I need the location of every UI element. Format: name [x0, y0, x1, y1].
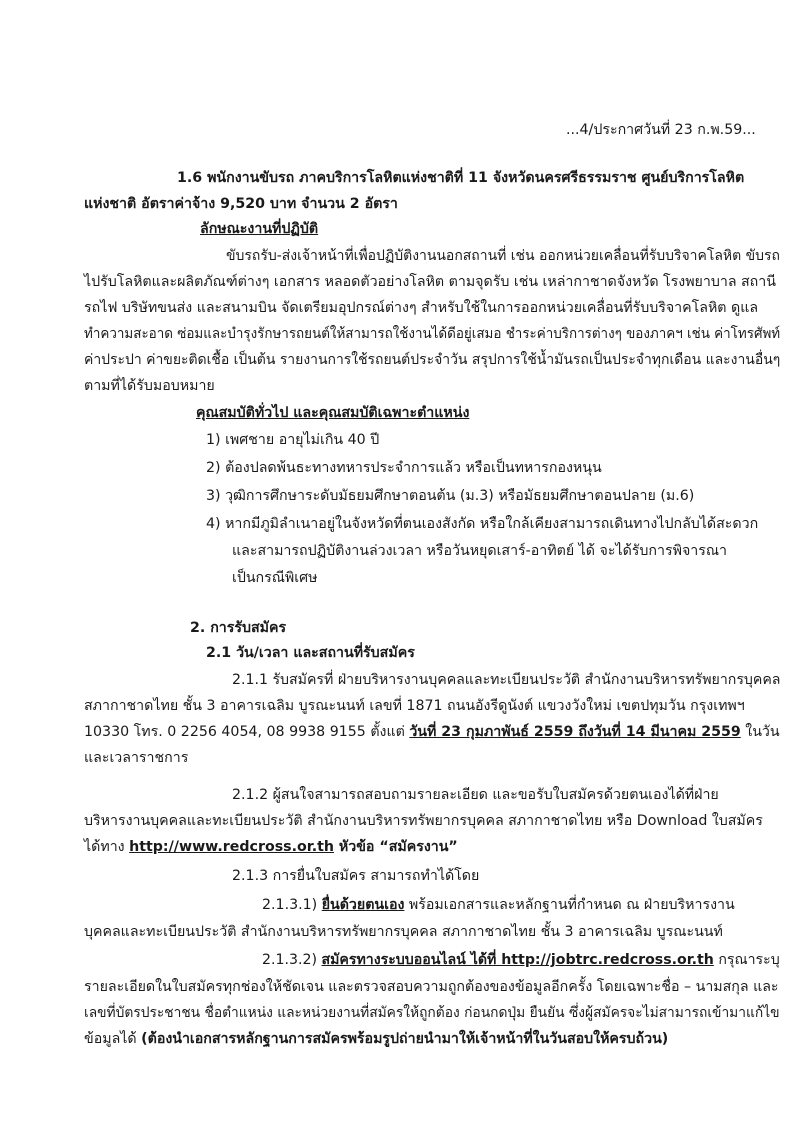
paragraph-2-1-1: สภากาชาดไทย ชั้น 3 อาคารเฉลิม บูรณะนนท์ เลขที่ 1871 ถนนอังรีดูนังต์ แขวงวังใหม่ เขตปทุมวัน กรุงเทพฯ: [84, 698, 745, 714]
paragraph-2-1-3-title: 2.1.3 การยื่นใบสมัคร สามารถทำได้โดย: [232, 868, 480, 884]
paragraph-2-1-3-1: [262, 895, 735, 915]
duties-line: ตามที่ได้รับมอบหมาย: [84, 378, 215, 394]
qualification-item: 4) หากมีภูมิลำเนาอยู่ในจังหวัดที่ตนเองสังกัด หรือใกล้เคียงสามารถเดินทางไปกลับได้สะดวก: [206, 516, 759, 532]
text-fragment: 2.1.3.1): [262, 897, 322, 913]
duties-line: ขับรถรับ-ส่งเจ้าหน้าที่เพื่อปฏิบัติงานนอกสถานที่ เช่น ออกหน่วยเคลื่อนที่รับบริจาคโลหิต ขับรถ: [226, 248, 780, 264]
paragraph-2-1-3-2: รายละเอียดในใบสมัครทุกช่องให้ชัดเจน และตรวจสอบความถูกต้องของข้อมูลอีกครั้ง โดยเฉพาะชื่อ – นามสกุล และ: [84, 979, 779, 995]
paragraph-2-1-3-2: [84, 1029, 668, 1049]
online-application-link[interactable]: สมัครทางระบบออนไลน์ ได้ที่ http://jobtrc.redcross.or.th: [321, 952, 714, 968]
duties-line: ทำความสะอาด ซ่อมและบำรุงรักษารถยนต์ให้สามารถใช้งานได้ดีอยู่เสมอ ชำระค่าบริการต่างๆ ของภาคฯ เช่น ค่าโทรศัพท์: [84, 326, 781, 342]
position-heading-line1: 1.6 พนักงานขับรถ ภาคบริการโลหิตแห่งชาติที่ 11 จังหวัดนครศรีธรรมราช ศูนย์บริการโลหิต: [177, 170, 745, 186]
text-fragment: 2.1.3.2): [262, 952, 322, 968]
document-requirement-note: (ต้องนำเอกสารหลักฐานการสมัครพร้อมรูปถ่ายนำมาให้เจ้าหน้าที่ในวันสอบให้ครบถ้วน): [141, 1031, 669, 1047]
paragraph-2-1-1: [84, 722, 780, 742]
qualification-item: 3) วุฒิการศึกษาระดับมัธยมศึกษาตอนต้น (ม.3) หรือมัธยมศึกษาตอนปลาย (ม.6): [206, 488, 695, 504]
qualifications-title: คุณสมบัติทั่วไป และคุณสมบัติเฉพาะตำแหน่ง: [196, 405, 470, 421]
duties-line: ไปรับโลหิตและผลิตภัณฑ์ต่างๆ เอกสาร หลอดตัวอย่างโลหิต ตามจุดรับ เช่น เหล่ากาชาดจังหวัด โรงพยาบาล สถานี: [84, 274, 776, 290]
page-reference: ...4/ประกาศวันที่ 23 ก.พ.59...: [566, 122, 756, 138]
paragraph-2-1-2: 2.1.2 ผู้สนใจสามารถสอบถามรายละเอียด และขอรับใบสมัครด้วยตนเองได้ที่ฝ่าย: [232, 787, 719, 803]
application-subtitle: 2.1 วัน/เวลา และสถานที่รับสมัคร: [206, 645, 415, 661]
text-fragment: หัวข้อ “สมัครงาน”: [333, 839, 458, 855]
duties-title: ลักษณะงานที่ปฏิบัติ: [200, 221, 319, 237]
text-fragment: ข้อมูลได้: [84, 1031, 142, 1047]
contact-phones: 10330 โทร. 0 2256 4054, 08 9938 9155 ตั้งแต่: [84, 724, 410, 740]
paragraph-2-1-2: บริหารงานบุคคลและทะเบียนประวัติ สำนักงานบริหารทรัพยากรบุคคล สภากาชาดไทย หรือ Download ใบสมัคร: [84, 813, 763, 829]
paragraph-2-1-2: [84, 837, 458, 857]
qualification-item: 1) เพศชาย อายุไม่เกิน 40 ปี: [206, 432, 380, 448]
position-heading-line2: แห่งชาติ อัตราค่าจ้าง 9,520 บาท จำนวน 2 อัตรา: [84, 196, 398, 212]
redcross-website-link[interactable]: http://www.redcross.or.th: [129, 839, 334, 855]
paragraph-2-1-3-1: บุคคลและทะเบียนประวัติ สำนักงานบริหารทรัพยากรบุคคล สภากาชาดไทย ชั้น 3 อาคารเฉลิม บูรณะนนท์: [84, 924, 723, 940]
paragraph-2-1-3-2: [262, 950, 780, 970]
submit-in-person: ยื่นด้วยตนเอง: [321, 897, 405, 913]
paragraph-2-1-1: และเวลาราชการ: [84, 750, 189, 766]
qualification-item-continued: เป็นกรณีพิเศษ: [232, 570, 318, 586]
text-fragment: กรุณาระบุ: [713, 952, 780, 968]
text-fragment: ได้ทาง: [84, 839, 130, 855]
qualification-item-continued: และสามารถปฏิบัติงานล่วงเวลา หรือวันหยุดเสาร์-อาทิตย์ ได้ จะได้รับการพิจารณา: [232, 543, 727, 559]
duties-line: รถไฟ บริษัทขนส่ง และสนามบิน จัดเตรียมอุปกรณ์ต่างๆ สำหรับใช้ในการออกหน่วยเคลื่อนที่รับบริจาคโลหิต ดูแล: [84, 300, 759, 316]
qualification-item: 2) ต้องปลดพ้นธะทางทหารประจำการแล้ว หรือเป็นทหารกองหนุน: [206, 460, 602, 476]
application-title: 2. การรับสมัคร: [190, 620, 287, 636]
text-fragment: ในวัน: [740, 724, 780, 740]
paragraph-2-1-1: 2.1.1 รับสมัครที่ ฝ่ายบริหารงานบุคคลและทะเบียนประวัติ สำนักงานบริหารทรัพยากรบุคคล: [232, 672, 781, 688]
duties-line: ค่าประปา ค่าขยะติดเชื้อ เป็นต้น รายงานการใช้รถยนต์ประจำวัน สรุปการใช้น้ำมันรถเป็นประจำทุกเดือน และงานอื่นๆ: [84, 352, 781, 368]
application-dates: วันที่ 23 กุมภาพันธ์ 2559 ถึงวันที่ 14 มีนาคม 2559: [409, 724, 741, 740]
paragraph-2-1-3-2: เลขที่บัตรประชาชน ชื่อตำแหน่ง และหน่วยงานที่สมัครให้ถูกต้อง ก่อนกดปุ่ม ยืนยัน ซึ่งผู้สมัครจะไม่สามารถเข้ามาแก้ไข: [84, 1005, 780, 1021]
text-fragment: พร้อมเอกสารและหลักฐานที่กำหนด ณ ฝ่ายบริหารงาน: [404, 897, 735, 913]
